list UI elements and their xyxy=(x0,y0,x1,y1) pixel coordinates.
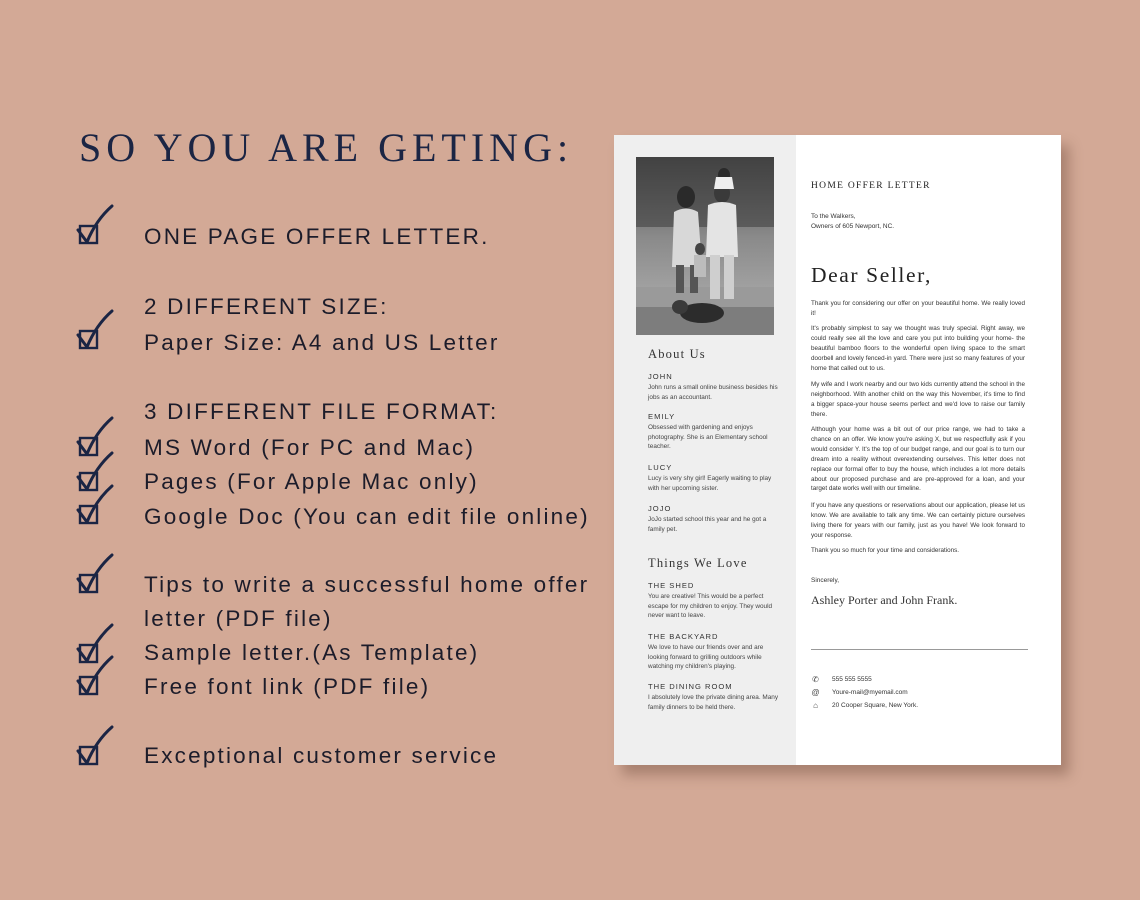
family-photo xyxy=(636,157,774,335)
things-we-love-title: Things We Love xyxy=(648,556,748,570)
recipient-line: To the Walkers, xyxy=(811,213,856,220)
list-item-different-size: 2 DIFFERENT SIZE: xyxy=(144,294,389,319)
letter-paragraph: Thank you so much for your time and considerations. xyxy=(811,547,960,554)
thing-desc: You are creative! This would be a perfect escape for my children to enjoy. They would never want to leave. xyxy=(648,593,773,620)
checkbox-check-icon xyxy=(76,307,116,359)
person-name: JOJO xyxy=(648,504,672,513)
letter-paragraph: It's probably simplest to say we thought was truly special. Right away, we could really see all the love and care you put into building your home- the beautiful bamboo floors to the wonderful open living space to the smart doorbell and lovely fenced-in yard. There were just so many features of your home that called out to us. xyxy=(811,325,1025,372)
letter-paragraph: Although your home was a bit out of our price range, we had to take a chance on an offer. We know you're asking X, but we respectfully ask if you would consider Y. It's the top of our budget range, and our goal is to turn our dream into a reality without overextending ourselves. This letter does not replace our formal offer to buy the house, which includes a lot more details about our proposed purchase and are pre-approved for a loan, and your target date works well with our timeline. xyxy=(811,426,1025,493)
home-icon: ⌂ xyxy=(813,701,818,710)
thing-desc: I absolutely love the private dining area. Many family dinners to be held there. xyxy=(648,694,779,711)
letter-title: HOME OFFER LETTER xyxy=(811,181,931,191)
letter-paragraph: Thank you for considering our offer on your beautiful home. We really loved it! xyxy=(811,300,1025,317)
divider xyxy=(811,649,1028,650)
letter-signature: Ashley Porter and John Frank. xyxy=(811,593,958,607)
at-sign-icon: @ xyxy=(811,688,820,697)
letter-sidebar xyxy=(614,135,796,765)
person-name: LUCY xyxy=(648,463,673,472)
list-item-paper-size: Paper Size: A4 and US Letter xyxy=(144,330,500,355)
checkbox-check-icon xyxy=(76,202,116,254)
list-item-file-format: 3 DIFFERENT FILE FORMAT: xyxy=(144,399,499,424)
letter-greeting: Dear Seller, xyxy=(811,263,933,287)
phone-icon: ✆ xyxy=(812,675,819,684)
list-item-tips: Tips to write a successful home offer xyxy=(144,572,590,597)
thing-name: THE SHED xyxy=(648,581,695,590)
list-item-google-doc: Google Doc (You can edit file online) xyxy=(144,504,590,529)
recipient-address: Owners of 605 Newport, NC. xyxy=(811,223,895,230)
contact-phone xyxy=(811,675,1041,685)
person-desc: Lucy is very shy girl! Eagerly waiting to play with her upcoming sister. xyxy=(648,475,772,492)
person-name: JOHN xyxy=(648,372,673,381)
contact-address xyxy=(811,701,1041,711)
email-address: Youre-mail@myemail.com xyxy=(832,689,908,696)
checkbox-check-icon xyxy=(76,551,116,603)
list-item-ms-word: MS Word (For PC and Mac) xyxy=(144,435,476,460)
letter-preview xyxy=(614,135,1061,765)
letter-paragraph: If you have any questions or reservations about our application, please let us know. We are available to talk any time. We can certainly picture ourselves living there for years with our family, just as you have! We look forward to your response. xyxy=(811,502,1025,539)
checkbox-check-icon xyxy=(76,723,116,775)
thing-name: THE DINING ROOM xyxy=(648,682,733,691)
list-item-one-page-letter: ONE PAGE OFFER LETTER. xyxy=(144,224,490,249)
phone-number: 555 555 5555 xyxy=(832,676,872,683)
person-desc: JoJo started school this year and he got a family pet. xyxy=(648,516,767,533)
person-desc: John runs a small online business besides his jobs as an accountant. xyxy=(648,384,778,401)
checkbox-check-icon xyxy=(76,482,116,534)
list-item-tips-cont: letter (PDF file) xyxy=(144,606,333,631)
thing-name: THE BACKYARD xyxy=(648,632,719,641)
letter-closing: Sincerely, xyxy=(811,577,840,584)
about-us-title: About Us xyxy=(648,347,706,361)
list-item-sample-letter: Sample letter.(As Template) xyxy=(144,640,480,665)
person-desc: Obsessed with gardening and enjoys photography. She is an Elementary school teacher. xyxy=(648,424,768,451)
list-item-pages: Pages (For Apple Mac only) xyxy=(144,469,479,494)
letter-paragraph: My wife and I work nearby and our two kids currently attend the school in the neighborhood. With another child on the way this November, it's time to find a bigger space-your house seems perfect and we'd love to raise our family there. xyxy=(811,381,1025,418)
checkbox-check-icon xyxy=(76,653,116,705)
thing-desc: We love to have our friends over and are looking forward to grilling outdoors while watching my children's playing. xyxy=(648,644,764,671)
page-heading: SO YOU ARE GETING: xyxy=(79,125,574,170)
list-item-customer-service: Exceptional customer service xyxy=(144,743,499,768)
list-item-font-link: Free font link (PDF file) xyxy=(144,674,431,699)
person-name: EMILY xyxy=(648,412,676,421)
street-address: 20 Cooper Square, New York. xyxy=(832,702,918,709)
contact-email xyxy=(811,688,1041,698)
